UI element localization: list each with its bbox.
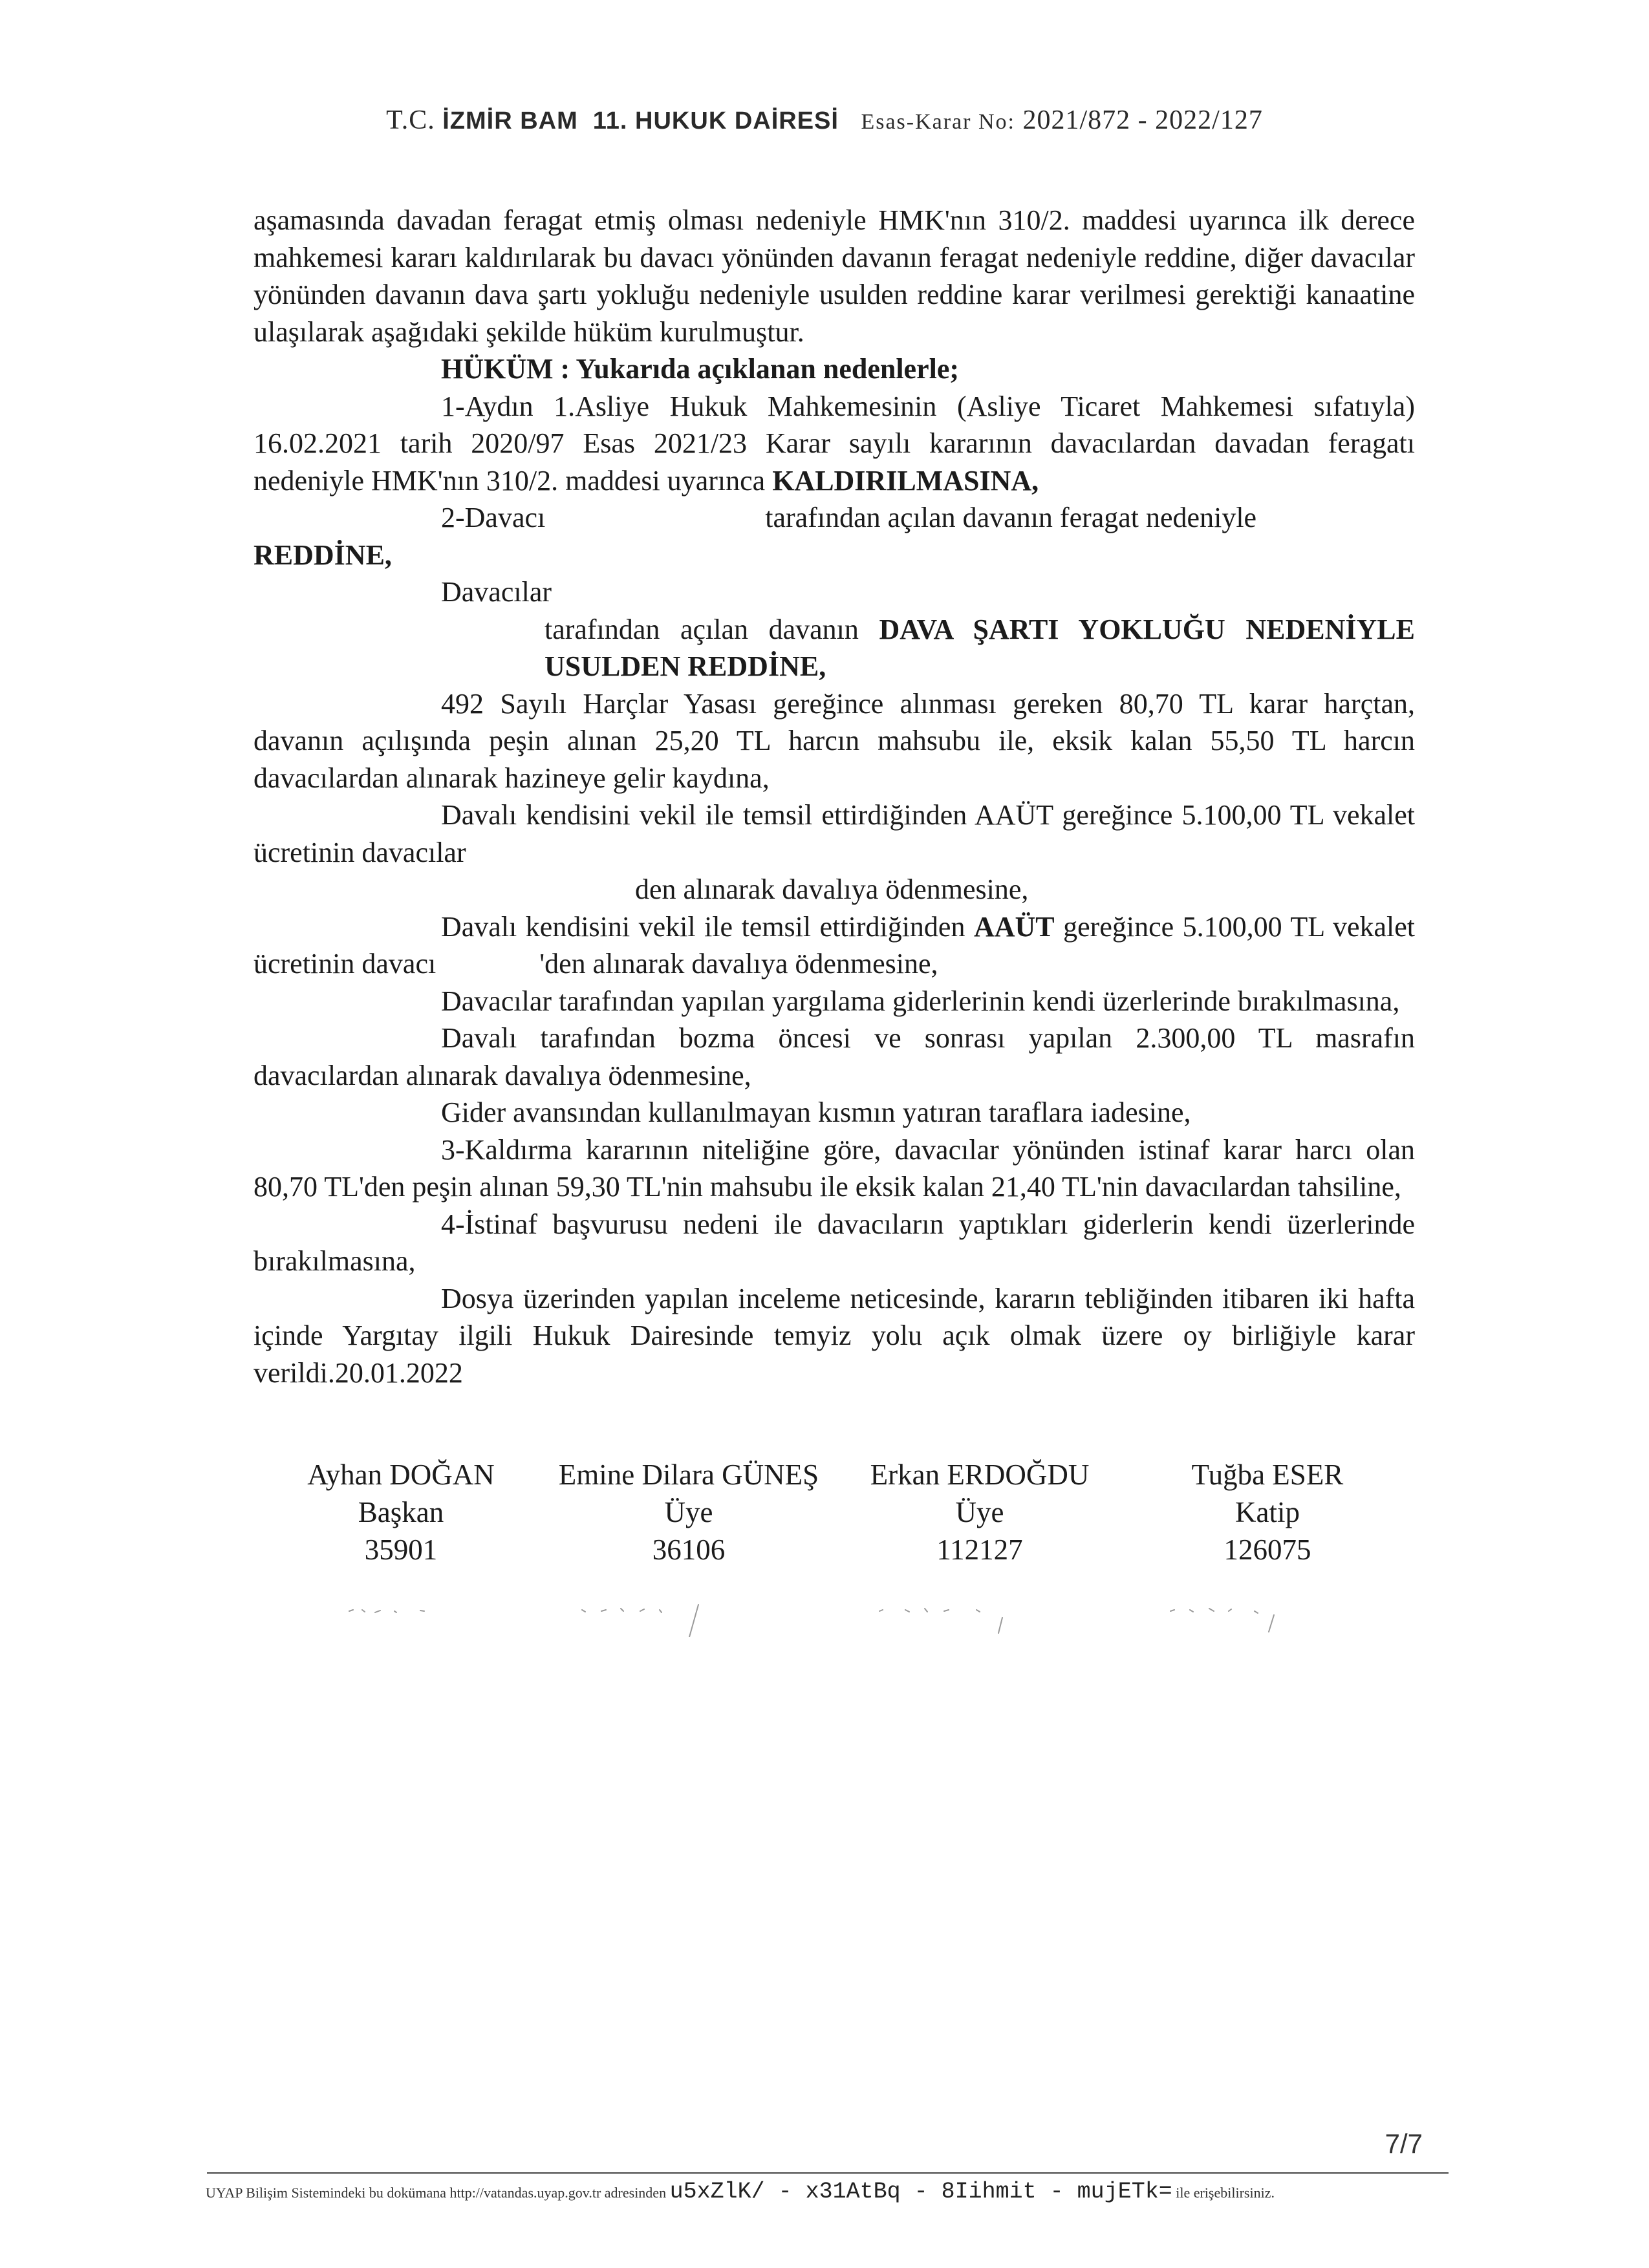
litigation-costs: Davacılar tarafından yapılan yargılama giderlerinin kendi üzerlerinde bırakılmasına, — [441, 985, 1400, 1017]
footer-text-end: ile erişebilirsiniz. — [1176, 2185, 1275, 2201]
attorney-fee-1: Davalı kendisini vekil ile temsil ettirdiğinden AAÜT gereğince 5.100,00 TL vekalet ücretinin davacılar — [253, 799, 1415, 868]
header-no-value: 2021/872 - 2022/127 — [1022, 105, 1263, 135]
header-court: İZMİR BAM — [442, 107, 578, 134]
signature-member-2 — [841, 1456, 1119, 1568]
signer-name: Ayhan DOĞAN — [307, 1459, 495, 1491]
dismissal-text: tarafından açılan davanın — [544, 613, 859, 645]
plaintiffs-label: Davacılar — [441, 576, 552, 608]
signature-clerk — [1119, 1456, 1416, 1568]
attorney-fee-2-bold: AAÜT — [973, 910, 1055, 943]
item-2-bold: REDDİNE, — [253, 539, 392, 571]
fee-paragraph: 492 Sayılı Harçlar Yasası gereğince alınması gereken 80,70 TL karar harçtan, davanın açılışında peşin alınan 25,20 TL harcın mahsubu ile, eksik kalan 55,50 TL harcın davacılardan alınarak hazineye gelir kaydına, — [253, 687, 1415, 794]
attorney-fee-2-cont: gereğince 5.100,00 TL vekalet ücretinin davacı — [253, 910, 1415, 979]
item-2-text: tarafından açılan davanın feragat nedeniyle — [765, 502, 1257, 533]
signer-id: 126075 — [1223, 1534, 1311, 1566]
verification-code: u5xZlK/ - x31AtBq - 8Iihmit - mujETk= — [669, 2179, 1172, 2205]
page-footer — [206, 2179, 1473, 2205]
header-no-label: Esas-Karar No: — [861, 110, 1015, 134]
final-paragraph: Dosya üzerinden yapılan inceleme neticesinde, kararın tebliğinden itibaren iki hafta içinde Yargıtay ilgili Hukuk Dairesinde temyiz yolu açık olmak üzere oy birliğiyle karar verildi.20.01.2022 — [253, 1282, 1415, 1389]
signer-name: Erkan ERDOĞDU — [870, 1459, 1090, 1491]
signer-name: Emine Dilara GÜNEŞ — [558, 1459, 819, 1491]
attorney-fee-2-text: Davalı kendisini vekil ile temsil ettirdiğinden — [441, 910, 965, 943]
attorney-fee-1-cont: den alınarak davalıya ödenmesine, — [635, 873, 1029, 905]
hukum-heading: HÜKÜM : Yukarıda açıklanan nedenlerle; — [441, 353, 960, 385]
signature-block — [265, 1456, 1416, 1568]
page-number: 7/7 — [1385, 2128, 1423, 2159]
signer-role: Katip — [1235, 1496, 1300, 1528]
signer-id: 112127 — [936, 1534, 1023, 1566]
header-chamber: 11. HUKUK DAİRESİ — [592, 107, 839, 134]
signer-role: Başkan — [358, 1496, 444, 1528]
item-2 — [253, 499, 1415, 537]
signer-role: Üye — [664, 1496, 713, 1528]
signer-role: Üye — [955, 1496, 1004, 1528]
item-3: 3-Kaldırma kararının niteliğine göre, davacılar yönünden istinaf karar harcı olan 80,70 TL'den peşin alınan 59,30 TL'nin mahsubu ile eksik kalan 21,40 TL'nin davacılardan tahsiline, — [253, 1133, 1415, 1203]
decision-body — [253, 202, 1415, 1391]
item-1-bold: KALDIRILMASINA, — [772, 464, 1039, 497]
page-header — [0, 105, 1649, 136]
signer-id: 36106 — [652, 1534, 726, 1566]
signer-id: 35901 — [364, 1534, 438, 1566]
item-1 — [253, 388, 1415, 500]
item-1-text: 1-Aydın 1.Asliye Hukuk Mahkemesinin (Asliye Ticaret Mahkemesi sıfatıyla) 16.02.2021 tarih 2020/97 Esas 2021/23 Karar sayılı kararının davacılardan davadan feragatı nedeniyle HMK'nın 310/2. maddesi uyarınca — [253, 390, 1415, 497]
advance-paragraph: Gider avansından kullanılmayan kısmın yatıran taraflara iadesine, — [441, 1097, 1191, 1128]
item-4: 4-İstinaf başvurusu nedeni ile davacıların yaptıkları giderlerin kendi üzerlerinde bırakılmasına, — [253, 1208, 1415, 1277]
e-signature-marks — [336, 1592, 1371, 1637]
expense-paragraph: Davalı tarafından bozma öncesi ve sonrası yapılan 2.300,00 TL masrafın davacılardan alınarak davalıya ödenmesine, — [253, 1022, 1415, 1091]
dismissal-bold: DAVA ŞARTI YOKLUĞU NEDENİYLE USULDEN REDDİNE, — [544, 613, 1415, 682]
signer-name: Tuğba ESER — [1191, 1459, 1344, 1491]
attorney-fee-2-end: 'den alınarak davalıya ödenmesine, — [539, 948, 938, 979]
attorney-fee-2 — [253, 908, 1415, 983]
item-2-start: 2-Davacı — [441, 502, 546, 533]
signature-member-1 — [537, 1456, 841, 1568]
footer-text: UYAP Bilişim Sistemindeki bu dokümana http://vatandas.uyap.gov.tr adresinden — [206, 2185, 667, 2201]
dismissal-paragraph — [253, 611, 1415, 685]
header-tc: T.C. — [386, 105, 435, 135]
footer-divider — [207, 2172, 1449, 2174]
signature-president — [265, 1456, 537, 1568]
paragraph-reasoning: aşamasında davadan feragat etmiş olması nedeniyle HMK'nın 310/2. maddesi uyarınca ilk derece mahkemesi kararı kaldırılarak bu davacı yönünden davanın feragat nedeniyle reddine, diğer davacılar yönünden davanın dava şartı yokluğu nedeniyle usulden reddine karar verilmesi gerektiği kanaatine ulaşılarak aşağıdaki şekilde hüküm kurulmuştur. — [253, 204, 1415, 348]
